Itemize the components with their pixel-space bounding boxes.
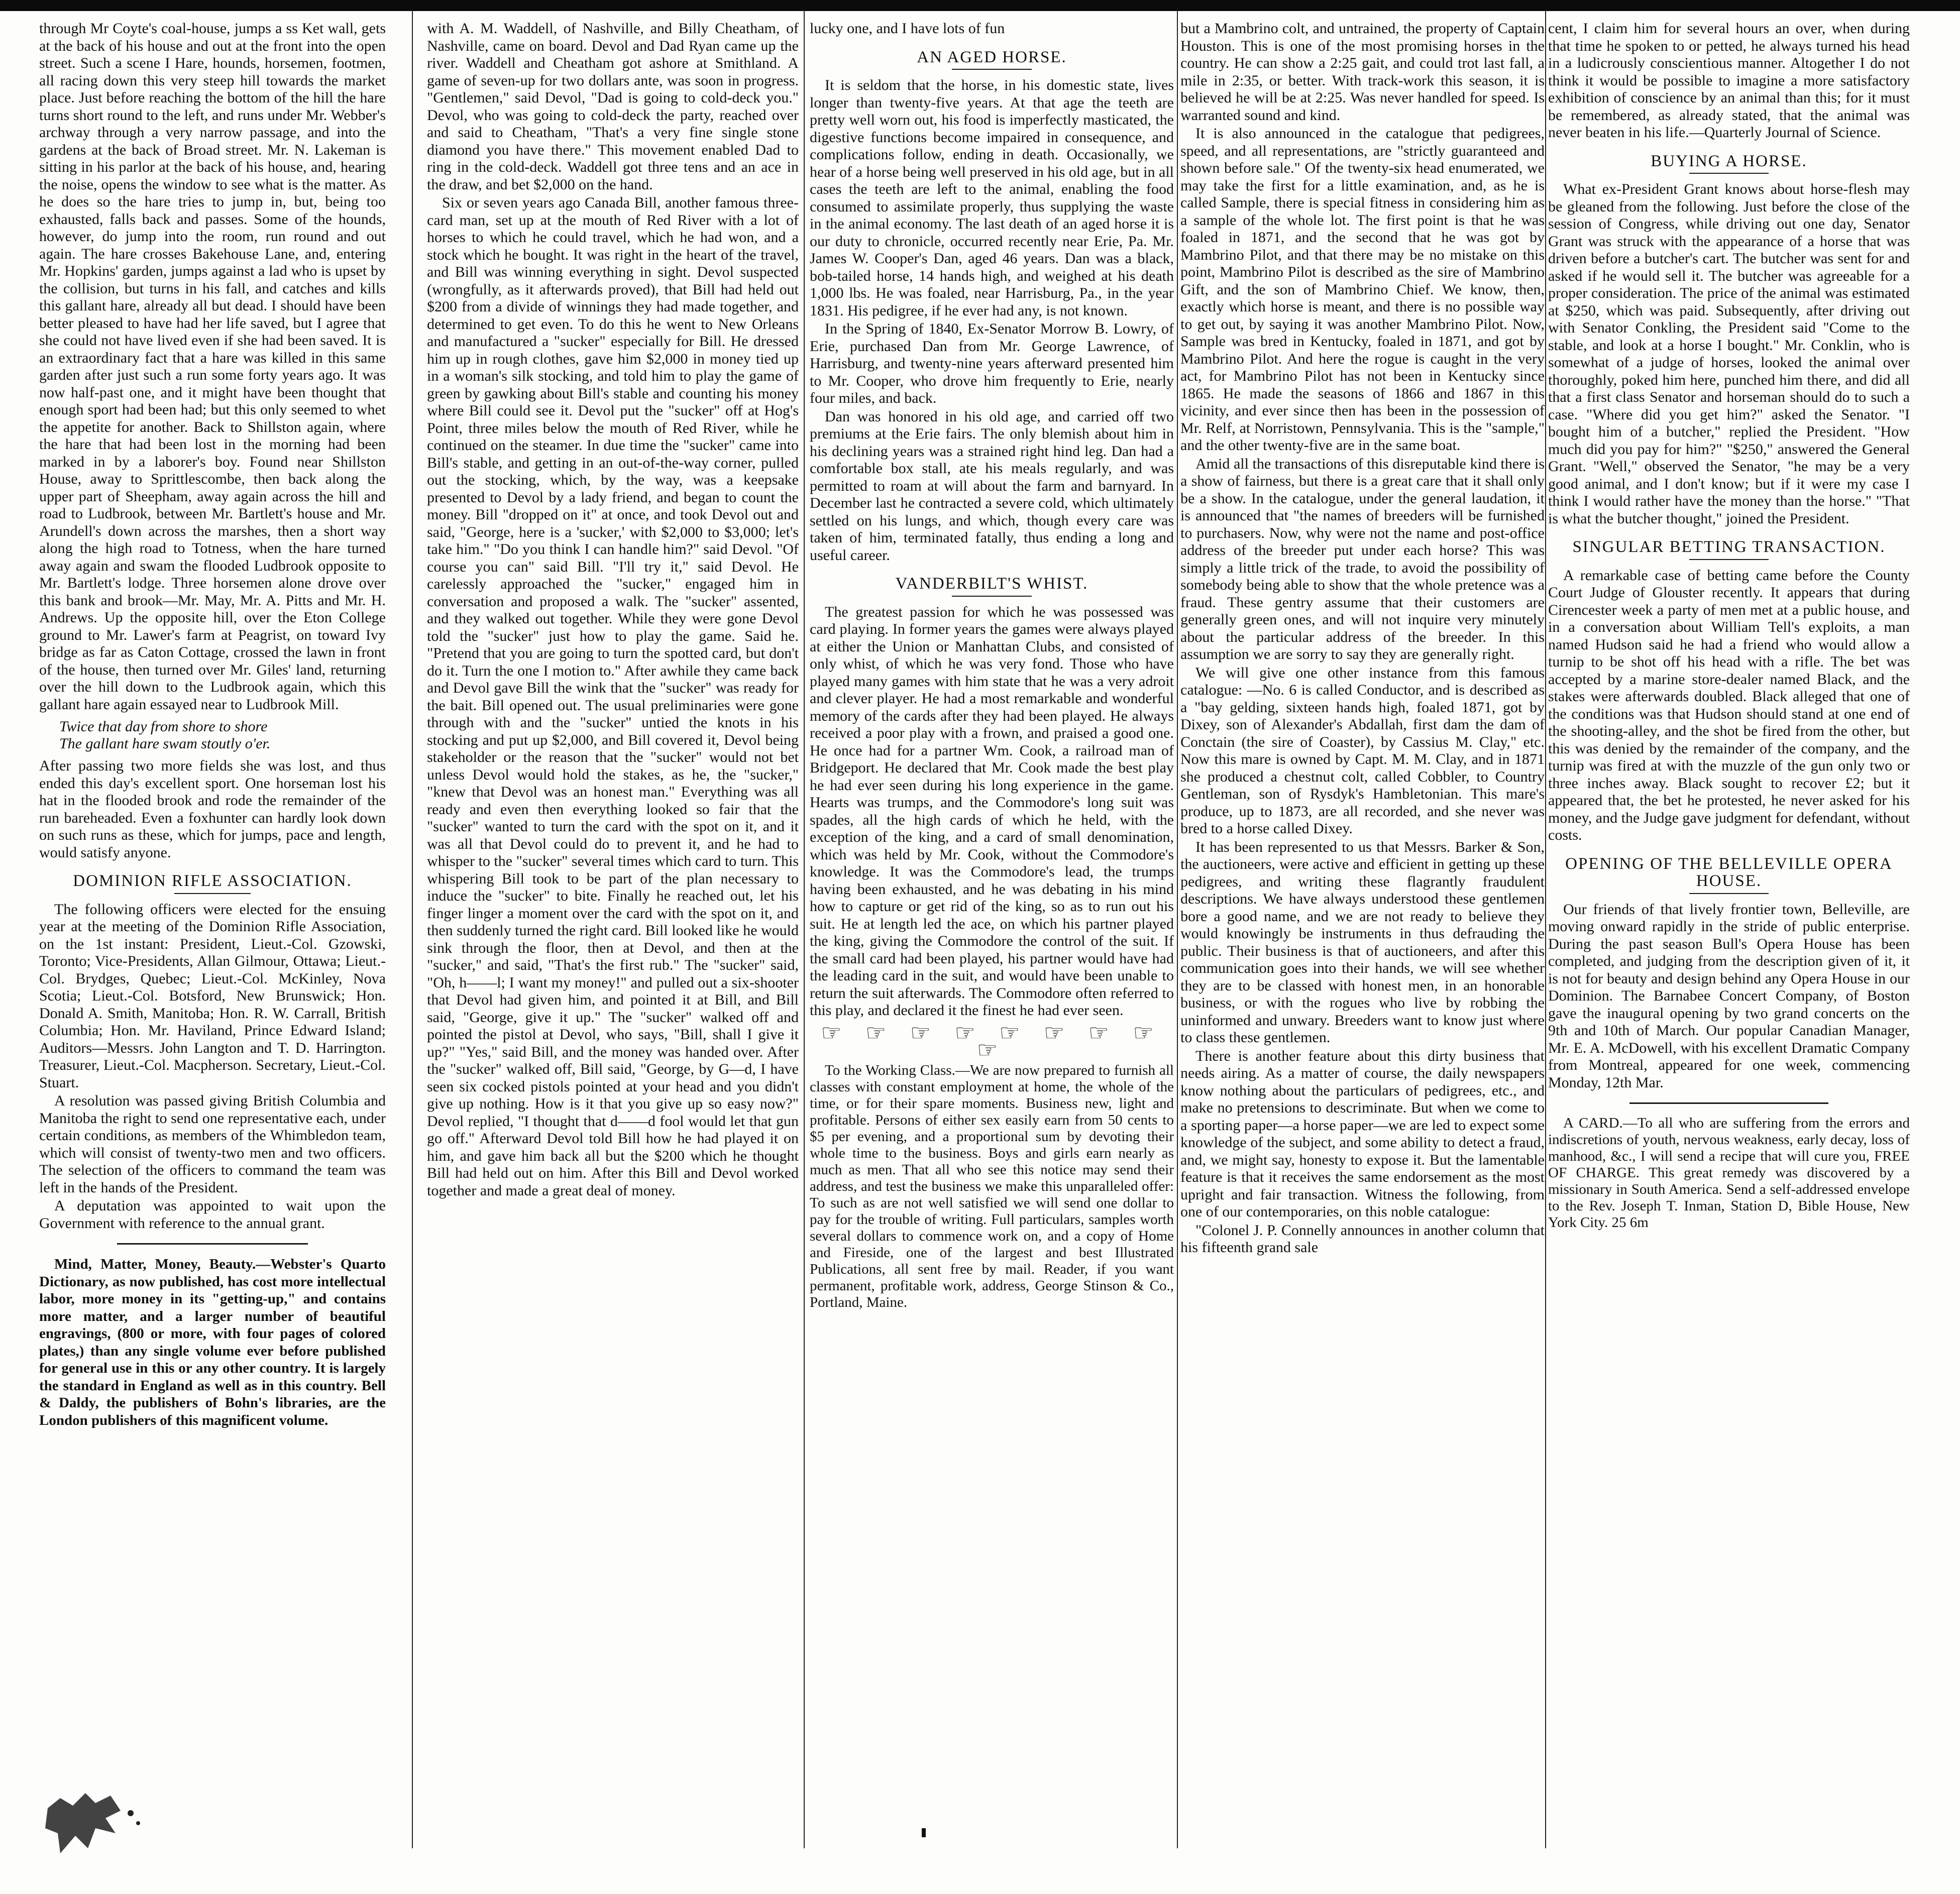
article-separator — [1629, 1102, 1828, 1104]
ink-blot — [45, 1788, 151, 1858]
article-paragraph: Amid all the transactions of this disreputable kind there is a show of fairness, but there is a great care that it shall only be a show. In the catalogue, under the general laudation, it is announced that "the names of breeders will be furnished to purchasers. Now, why were not the name and post-office address of the breeder put under each horse? This was simply a little trick of the trade, to avoid the possibility of somebody being able to show that the whole pretence was a fraud. These gentry assume that their customers are generally green ones, and will not inquire very minutely about the particular address of the breeder. In this assumption we are sorry to say they are generally right. — [1180, 455, 1545, 662]
column-divider — [1545, 10, 1546, 1848]
column-3 — [810, 20, 1174, 1848]
article-paragraph: There is another feature about this dirty business that needs airing. As a matter of course, the daily newspapers know nothing about the particulars of pedigrees, etc., and make no pretensions to descriminate. But when we come to a sporting paper—a horse paper—we are led to expect some knowledge of the subject, and some ability to detect a fraud, and, we might say, honesty to expose it. But the lamentable feature is that it receives the same endorsement as the most upright and fair transaction. Witness the following, from one of our contemporaries, on this noble catalogue: — [1180, 1047, 1545, 1220]
top-rule — [0, 0, 1960, 11]
article-paragraph: "Colonel J. P. Connelly announces in another column that his fifteenth grand sale — [1180, 1221, 1545, 1256]
article-paragraph: A resolution was passed giving British Columbia and Manitoba the right to send one representative each, under certain conditions, as members of the Whimbledon team, which will consist of twenty-two men and two officers. The selection of the officers to command the team was left in the hands of the President. — [39, 1092, 386, 1196]
article-paragraph: A remarkable case of betting came before the County Court Judge of Glouster recently. It appears that during Cirencester week a party of men met at a public house, and in a conversation about William Tell's exploits, a man named Hudson said he had a friend who would allow a turnip to be shot off his head with a rifle. The bet was accepted by a marine store-dealer named Black, and the stakes were afterwards doubled. Black alleged that one of the conditions was that Hudson should stand at one end of the shooting-alley, and the shot be fired from the other, but this was denied by the remainder of the company, and the turnip was fired at with the muzzle of the gun only two or three inches away. Black sought to recover £2; but it appeared that, the bet he protested, he never asked for his money, and the Judge gave judgment for defendant, without costs. — [1548, 567, 1910, 843]
article-paragraph: through Mr Coyte's coal-house, jumps a ss Ket wall, gets at the back of his house and out at the front into the open street. Such a scene I Hare, hounds, horsemen, footmen, all racing down this very steep hill towards the market place. Just before reaching the bottom of the hill the hare turns short round to the left, and runs under Mr. Webber's archway through a very narrow passage, and into the gardens at the back of Broad street. Mr. N. Lakeman is sitting in his parlor at the back of his house, and, hearing the noise, opens the window to see what is the matter. As he does so the hare tries to jump in, but, being too exhausted, falls back and passes. Some of the hounds, however, do jump into the room, run round and out again. The hare crosses Bakehouse Lane, and, entering Mr. Hopkins' garden, jumps against a lad who is upset by the collision, but turns in his fall, and catches and kills this gallant hare, already all but dead. I should have been better pleased to have had her life saved, but I agree that she could not have lived even if she had been saved. It is an extraordinary fact that a hare was killed in this same garden after just such a run some forty years ago. It was now half-past one, and it might have been thought that enough sport had been had; but this only seemed to whet the appetite for another. Back to Shillston again, where the hare that had been lost in the morning had been marked in by a laborer's boy. Found near Shillston House, away to Sprittlescombe, then back along the upper part of Sheepham, away again across the hill and road to Ludbrook, between Mr. Bartlett's house and Mr. Arundell's down across the marshes, then a short way along the high road to Totness, when the hare turned away again and swam the flooded Ludbrook opposite to Mr. Bartlett's lodge. Three horsemen alone drove over this bank and brook—Mr. May, Mr. A. Pitts and Mr. H. Andrews. Up the opposite hill, over the Eton College ground to Mr. Lawer's farm at Peagrist, on toward Ivy bridge as far as Caton Cottage, crossed the lawn in front of the house, then turned over Mr. Giles' land, returning over the hill down to the Ludbrook again, which this gallant hare again essayed near to Ludbrook Mill. — [39, 20, 386, 713]
verse-line: The gallant hare swam stoutly o'er. — [59, 735, 271, 752]
article-paragraph: It has been represented to us that Messrs. Barker & Son, the auctioneers, were active and efficient in getting up these pedigrees, and writing these flagrantly fraudulent descriptions. We have always understood these gentlemen bore a good name, and we are not ready to believe they would knowingly be instruments in thus defrauding the public. Their business is that of auctioneers, and after this communication goes into their hands, we will see whether they are to be classed with honest men, in an honorable business, or with the rogues who live by robbing the uninformed and unwary. Breeders want to know just where to class these gentlemen. — [1180, 838, 1545, 1046]
verse-line: Twice that day from shore to shore — [59, 718, 268, 735]
pointing-hand-icons: ☞ ☞ ☞ ☞ ☞ ☞ ☞ ☞ ☞ — [821, 1020, 1163, 1063]
column-divider — [1177, 10, 1178, 1848]
article-paragraph: A deputation was appointed to wait upon the Government with reference to the annual grant. — [39, 1197, 386, 1232]
article-paragraph: Six or seven years ago Canada Bill, another famous three-card man, set up at the mouth of Red River with a lot of horses to which he could travel, which he had won, and a stock which he bought. It was right in the heart of the travel, and Bill was winning everything in sight. Devol suspected (wrongfully, as it afterwards proved), that Bill had held out $200 from a divide of winnings they had made together, and determined to get even. To do this he went to New Orleans and manufactured a "sucker" especially for Bill. He dressed him up in rough clothes, gave him $2,000 in money tied up in a woman's silk stocking, and told him to play the game of green by gawking about Bill's stable and counting his money where Bill could see it. Devol put the "sucker" off at Hog's Point, three miles below the mouth of Red River, while he continued on the steamer. In due time the "sucker" came into Bill's stable, and getting in an out-of-the-way corner, pulled out the stocking, which, by the way, was a keepsake presented to Devol by a lady friend, and began to count the money. Bill "dropped on it" at once, and took Devol out and said, "George, here is a 'sucker,' with $2,000 to $3,000; let's take him." "Do you think I can handle him?" said Devol. "Of course you can" said Bill. "I'll try it," said Devol. He carelessly approached the "sucker," engaged him in conversation and proposed a walk. The "sucker" assented, and they walked out together. While they were gone Devol told the "sucker" just how to play the game. Said he. "Pretend that you are going to turn the spotted card, but don't do it. Turn the one I motion to." After awhile they came back and Devol gave Bill the wink that the "sucker" was ready for the bait. Bill opened out. The usual preliminaries were gone through with and the "sucker" untied the knots in his stocking and put up $2,000, and Bill covered it, Devol being stakeholder or the reason that the "sucker" would not bet unless Devol would hold the stakes, as he, the "sucker," "knew that Devol was an honest man." Everything was all ready and even then everything looked so fair that the "sucker" wanted to turn the card with the spot on it, and it was all that Devol could do to prevent it, and he had to whisper to the "sucker" several times which card to turn. This whispering Bill took to be part of the plan necessary to induce the "sucker" to bite. Finally he reached out, let his finger linger a moment over the card with the spot on it, and then suddenly turned the right card. Bill looked like he would sink through the floor, then at Devol, and then at the "sucker," and said, "That's the first rub." The "sucker" said, "Oh, h——l; I want my money!" and pulled out a six-shooter that Devol had given him, and pointed it at Bill, and Bill said, "George, give it up." The "sucker" walked off and pointed the pistol at Devol, who says, "Bill, shall I give it up?" "Yes," said Bill, and the money was handed over. After the "sucker" walked off, Bill said, "George, by G—d, I have seen six cocked pistols pointed at your head and you didn't give up nothing. How is it that you give up so easy now?" Devol replied, "I thought that d——d fool would let that gun go off." Afterward Devol told Bill how he had played it on him, and gave him back all but the $200 which he thought Bill had held out on him. After this Bill and Devol worked together and made a great deal of money. — [427, 194, 799, 1199]
column-4 — [1180, 20, 1545, 1848]
column-divider — [804, 10, 805, 1848]
article-headline — [810, 575, 1174, 597]
column-2 — [427, 20, 799, 1848]
headline-rule — [1689, 893, 1769, 894]
ink-mark — [922, 1828, 926, 1837]
article-paragraph: lucky one, and I have lots of fun — [810, 20, 1005, 37]
advertisement-paragraph: Mind, Matter, Money, Beauty.—Webster's Quarto Dictionary, as now published, has cost more intellectual labor, more money in its "getting-up," and contains more matter, and a larger number of beautiful engravings, (800 or more, with four pages of colored plates,) than any single volume ever before published for general use in this or any other country. It is largely the standard in England as well as in this country. Bell & Daldy, the publishers of Bohn's libraries, are the London publishers of this magnificent volume. — [39, 1256, 386, 1428]
notice-paragraph: A CARD.—To all who are suffering from the errors and indiscretions of youth, nervous weakness, early decay, loss of manhood, &c., I will send a recipe that will cure you, FREE OF CHARGE. This great remedy was discovered by a missionary in South America. Send a self-addressed envelope to the Rev. Joseph T. Inman, Station D, Bible House, New York City. 25 6m — [1548, 1115, 1910, 1231]
article-headline — [1548, 153, 1910, 174]
article-paragraph: Dan was honored in his old age, and carried off two premiums at the Erie fairs. The only blemish about him in his declining years was a strained right hind leg. Dan had a comfortable box stall, ate his meals regularly, and was permitted to roam at will about the farm and barnyard. In December last he contracted a severe cold, which ultimately settled on his lungs, and which, though every care was taken of him, terminated fatally, thus ending a long and useful career. — [810, 408, 1174, 564]
column-divider — [412, 10, 413, 1848]
article-paragraph: The following officers were elected for the ensuing year at the meeting of the Dominion Rifle Association, on the 1st instant: President, Lieut.-Col. Gzowski, Toronto; Vice-Presidents, Allan Gilmour, Ottawa; Lieut.-Col. Brydges, Quebec; Lieut.-Col. McKinley, Nova Scotia; Lieut.-Col. Botsford, New Brunswick; Hon. Donald A. Smith, Manitoba; Hon. R. W. Carrall, British Columbia; Hon. Mr. Haviland, Prince Edward Island; Auditors—Messrs. John Langton and T. D. Harrington. Treasurer, Lieut.-Col. Macpherson. Secretary, Lieut.-Col. Stuart. — [39, 901, 386, 1091]
article-paragraph: Our friends of that lively frontier town, Belleville, are moving onward rapidly in the stride of public enterprise. During the past season Bull's Opera House has been completed, and judging from the description given of it, it is not for beauty and design behind any Opera House in our Dominion. The Barnabee Concert Company, of Boston gave the inaugural opening by two grand concerts on the 9th and 10th of March. Our popular Canadian Manager, Mr. E. A. McDowell, with his excellent Dramatic Company from Montreal, appeared for one week, commencing Monday, 12th Mar. — [1548, 901, 1910, 1091]
article-headline — [1548, 855, 1910, 894]
verse-quote — [59, 718, 386, 752]
headline-rule — [952, 596, 1032, 597]
column-1 — [39, 20, 386, 1848]
headline-rule — [174, 893, 251, 894]
article-headline — [810, 49, 1174, 70]
article-paragraph: The greatest passion for which he was possessed was card playing. In former years the games were always played at either the Union or Manhattan Clubs, and consisted of only whist, of which he was very fond. Those who have played many games with him state that he was a very adroit and clever player. He had a most remarkable and wonderful memory of the cards after they had been played. He always received a poor play with a frown, and praised a good one. He once had for a partner Wm. Cook, a railroad man of Bridgeport. He declared that Mr. Cook made the best play he had ever seen during his long experience in the game. Hearts was trumps, and the Commodore's long suit was spades, all the high cards of which he held, with the exception of the king, and a card of small denomination, which was held by Mr. Cook, without the Commodore's knowledge. It was the Commodore's lead, the trumps having been exhausted, and he was debating in his mind how to capture or get rid of the king, so as to run out his suit. He at length led the ace, on which his partner played the king, giving the Commodore the control of the suit. If the small card had been played, his partner would have had the leading card in the suit, and would have been unable to return the suit afterwards. The Commodore often referred to this play, and declared it the finest he had ever seen. — [810, 603, 1174, 1019]
article-headline — [39, 872, 386, 894]
headline-text: OPENING OF THE BELLEVILLE OPERA HOUSE. — [1565, 854, 1893, 890]
article-paragraph: cent, I claim him for several hours an over, when during that time he spoken to or petted, he always turned his head in a ludicrously conscientious manner. Altogether I do not think it would be possible to imagine a more satisfactory exhibition of conscience by an animal than this; for it must be remembered, as already stated, that the animal was never beaten in his life.—Quarterly Journal of Science. — [1548, 20, 1910, 141]
article-paragraph: We will give one other instance from this famous catalogue: —No. 6 is called Conductor, and is described as a "bay gelding, sixteen hands high, foaled 1871, got by Dixey, son of Alexander's Abdallah, first dam the dam of Conctain (the sire of Coaster), by Cassius M. Clay," etc. Now this mare is owned by Capt. M. M. Clay, and in 1871 she produced a chestnut colt, called Cobbler, to Country Gentleman, son of Rysdyk's Hambletonian. This mare's produce, up to 1873, are all recorded, and she never was bred to a horse called Dixey. — [1180, 664, 1545, 837]
article-paragraph: It is seldom that the horse, in his domestic state, lives longer than twenty-five years. At that age the teeth are pretty well worn out, his food is imperfectly masticated, the digestive functions become impaired in consequence, and complications follow, ending in death. Occasionally, we hear of a horse being well preserved in his old age, but in all cases the teeth are left to the animal, enabling the food consumed to assimilate properly, thus supplying the waste in the animal economy. The last death of an aged horse it is our duty to chronicle, occurred recently near Erie, Pa. Mr. James W. Cooper's Dan, aged 46 years. Dan was a black, bob-tailed horse, 14 hands high, and weighed at his death 1,000 lbs. He was foaled, near Harrisburg, Pa., in the year 1831. His pedigree, if he ever had any, is not known. — [810, 77, 1174, 319]
article-paragraph: with A. M. Waddell, of Nashville, and Billy Cheatham, of Nashville, came on board. Devol and Dad Ryan came up the river. Waddell and Cheatham got ashore at Smithland. A game of seven-up for two dollars ante, was soon in progress. "Gentlemen," said Devol, "Dad is going to cold-deck you." Devol, who was going to cold-deck the party, reached over and said to Cheatham, "That's a very fine single stone diamond you have there." This movement enabled Dad to ring in the cold-deck. Waddell got three tens and an ace in the draw, and bet $2,000 on the hand. — [427, 20, 799, 193]
article-paragraph: It is also announced in the catalogue that pedigrees, speed, and all representations, are "strictly guaranteed and shown before sale." Of the twenty-six head enumerated, we may take the first for a little examination, and, as he is called Sample, there is special fitness in considering him as a sample of the whole lot. The first point is that he was foaled in 1871, and the second that he was got by Mambrino Pilot, and that there may be no mistake on this point, Mambrino Pilot is described as the sire of Mambrino Gift, and the son of Mambrino Chief. We know, then, exactly which horse is meant, and there is no possible way to get out, by saying it was another Mambrino Pilot. Now, Sample was bred in Kentucky, foaled in 1871, and got by Mambrino Pilot. And here the rogue is caught in the very act, for Mambrino Pilot has not been in Kentucky since 1865. He made the seasons of 1866 and 1867 in this vicinity, and ever since then has been in the possession of Mr. Relf, at Norristown, Pennsylvania. This is the "sample," and the other twenty-five are in the same boat. — [1180, 125, 1545, 454]
article-paragraph: What ex-President Grant knows about horse-flesh may be gleaned from the following. Just before the close of the session of Congress, while driving out one day, Senator Grant was struck with the appearance of a horse that was driven before a butcher's cart. The butcher was sent for and asked if he would sell it. The butcher was agreeable for a proper consideration. The price of the animal was estimated at $250, which was paid. Subsequently, after driving out with Senator Conkling, the President said "Come to the stable, and look at a horse I bought." Mr. Conklin, who is somewhat of a judge of horses, looked the animal over thoroughly, poked him here, punched him there, and did all that a first class Senator and horseman should do to such a case. "Where did you get him?" asked the Senator. "I bought him of a butcher," replied the President. "How much did you pay for him?" "$250," answered the General Grant. "Well," observed the Senator, "he may be a very good animal, and I don't know; but if it were my case I think I would rather have the money than the horse." "That is what the butcher thought," joined the President. — [1548, 181, 1910, 527]
headline-text: DOMINION RIFLE ASSOCIATION. — [73, 872, 352, 890]
headline-rule — [1689, 173, 1769, 174]
headline-text: BUYING A HORSE. — [1651, 152, 1807, 170]
article-headline — [1548, 538, 1910, 560]
headline-rule — [952, 69, 1032, 70]
column-5 — [1548, 20, 1910, 1848]
article-paragraph: but a Mambrino colt, and untrained, the property of Captain Houston. This is one of the most promising horses in the country. He can show a 2:25 gait, and could trot last fall, a mile in 2:35, or better. With track-work this season, it is believed he will be at 2:25. Was never handled for speed. Is warranted sound and kind. — [1180, 20, 1545, 124]
article-paragraph: After passing two more fields she was lost, and thus ended this day's excellent sport. One horseman lost his hat in the flooded brook and rode the remainder of the run bareheaded. Even a foxhunter can hardly look down on such runs as these, which for jumps, pace and length, would satisfy anyone. — [39, 757, 386, 861]
headline-text: VANDERBILT'S WHIST. — [895, 575, 1088, 593]
article-paragraph: In the Spring of 1840, Ex-Senator Morrow B. Lowry, of Erie, purchased Dan from Mr. George Lawrence, of Harrisburg, and twenty-nine years afterward presented him to Mr. Cooper, who drove him frequently to Erie, nearly four miles, and back. — [810, 320, 1174, 406]
headline-text: SINGULAR BETTING TRANSACTION. — [1572, 538, 1886, 556]
headline-rule — [1689, 559, 1769, 560]
article-separator — [117, 1243, 308, 1245]
notice-paragraph: To the Working Class.—We are now prepared to furnish all classes with constant employment at home, the whole of the time, or for their spare moments. Business new, light and profitable. Persons of either sex easily earn from 50 cents to $5 per evening, and a proportional sum by devoting their whole time to the business. Boys and girls earn nearly as much as men. That all who see this notice may send their address, and test the business we make this unparalleled offer: To such as are not well satisfied we will send one dollar to pay for the trouble of writing. Full particulars, samples worth several dollars to commence work on, and a copy of Home and Fireside, one of the largest and best Illustrated Publications, all sent free by mail. Reader, if you want permanent, profitable work, address, George Stinson & Co., Portland, Maine. — [810, 1062, 1174, 1310]
headline-text: AN AGED HORSE. — [917, 48, 1067, 66]
